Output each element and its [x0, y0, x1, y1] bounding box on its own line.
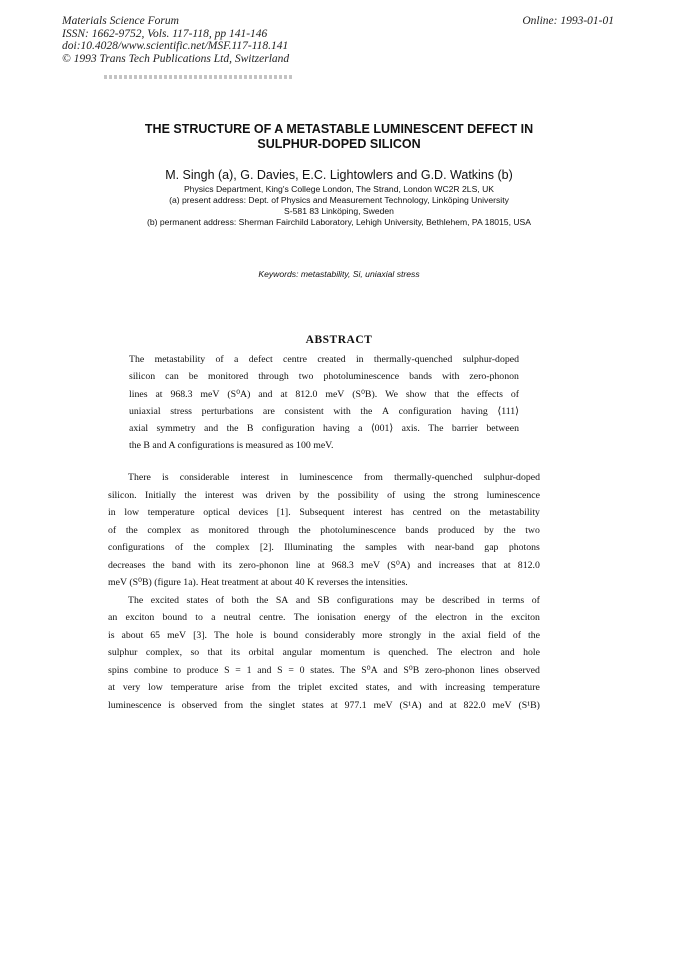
- word: Illuminating: [284, 542, 333, 553]
- keywords: Keywords: metastability, Si, uniaxial stress: [258, 269, 420, 279]
- body-line: [108, 504, 540, 522]
- title-line-2: SULPHUR-DOPED SILICON: [257, 137, 421, 151]
- word: (S⁰A): [387, 559, 411, 571]
- word: the: [468, 507, 481, 518]
- word: through: [258, 371, 289, 383]
- word: states: [186, 594, 209, 606]
- word: band: [171, 559, 191, 571]
- word: the: [360, 405, 373, 417]
- word: 968.3: [170, 388, 193, 400]
- word: meV: [360, 559, 381, 571]
- affiliations: [60, 184, 618, 228]
- word: samples: [365, 542, 397, 553]
- affiliation-line: (b) permanent address: Sherman Fairchild Laboratory, Lehigh University, Bethlehem, PA 18015, USA: [146, 217, 532, 227]
- word: the: [415, 612, 428, 623]
- word: sulphur-doped: [483, 472, 540, 483]
- word: and: [397, 682, 412, 693]
- word: centre.: [259, 612, 286, 623]
- word: to: [173, 664, 182, 676]
- word: of: [215, 594, 224, 606]
- word: decreases: [108, 559, 146, 571]
- word: a: [358, 423, 363, 435]
- word: zero-phonon: [469, 371, 519, 383]
- word: an: [108, 612, 118, 623]
- word: near-band: [434, 542, 474, 553]
- word: The: [128, 594, 144, 606]
- word: 812.0: [517, 559, 540, 571]
- word: having: [323, 423, 350, 435]
- abstract-line: [129, 386, 519, 403]
- word: be: [188, 371, 198, 383]
- word: the: [528, 629, 540, 641]
- word: exciton: [125, 612, 155, 623]
- word: symmetry: [156, 423, 196, 435]
- affiliation-line: Physics Department, King's College London, The Strand, London WC2R 2LS, UK: [183, 184, 495, 194]
- word: the: [442, 629, 455, 641]
- word: energy: [364, 612, 391, 623]
- word: triplet: [298, 682, 322, 693]
- word: and: [257, 664, 272, 676]
- word: states,: [365, 682, 390, 693]
- word: The: [213, 629, 230, 641]
- word: of: [398, 612, 407, 623]
- word: 0: [299, 664, 305, 676]
- word: at: [317, 559, 325, 571]
- body-line: [108, 679, 540, 697]
- word: meV: [200, 388, 220, 400]
- word: ⟨001⟩: [370, 423, 394, 435]
- word: terms: [502, 594, 525, 606]
- author-list: M. Singh (a), G. Davies, E.C. Lightowlers and G.D. Watkins (b): [165, 168, 513, 182]
- word: and: [417, 559, 432, 571]
- word: both: [231, 594, 249, 606]
- word: lines: [480, 664, 499, 676]
- body-line: [108, 662, 540, 680]
- word: (S¹B): [518, 699, 540, 711]
- word: is: [168, 699, 175, 711]
- word: centred: [412, 507, 442, 518]
- word: configurations: [108, 542, 165, 553]
- word: of: [512, 629, 522, 641]
- word: with: [198, 559, 216, 571]
- word: complex: [147, 524, 182, 536]
- word: and: [428, 699, 443, 711]
- word: zero-phonon: [239, 559, 289, 571]
- word: the: [193, 542, 206, 553]
- word: zero-phonon: [425, 664, 475, 676]
- word: the: [490, 612, 503, 623]
- word: gap: [484, 542, 499, 553]
- word: increasing: [444, 682, 486, 693]
- word: considerable: [179, 472, 230, 483]
- word: at: [449, 699, 457, 711]
- word: very: [122, 682, 141, 693]
- word: of: [174, 542, 184, 553]
- word: from: [363, 472, 383, 483]
- word: in: [475, 612, 483, 623]
- word: at: [503, 559, 511, 571]
- word: and: [383, 664, 398, 676]
- word: the: [256, 594, 269, 606]
- word: the: [342, 542, 355, 553]
- word: silicon: [129, 371, 156, 383]
- word: at: [108, 682, 116, 693]
- word: 812.0: [295, 388, 318, 400]
- word: meV: [373, 699, 393, 711]
- word: =: [235, 664, 241, 676]
- word: is: [260, 629, 267, 641]
- word: the: [433, 489, 446, 501]
- journal-name: Materials Science Forum: [62, 15, 179, 27]
- word: line: [295, 559, 311, 571]
- word: The: [129, 354, 145, 365]
- word: [1].: [276, 507, 291, 518]
- word: metastability: [154, 354, 206, 365]
- word: devices: [238, 507, 269, 518]
- word: in: [428, 629, 436, 641]
- affiliation-line: (a) present address: Dept. of Physics and Measurement Technology, Linköping University: [169, 195, 509, 205]
- word: and: [204, 423, 219, 435]
- body-line: [108, 487, 540, 505]
- word: luminescence: [486, 489, 540, 501]
- word: considerably: [305, 629, 356, 641]
- word: S⁰B: [403, 664, 420, 676]
- word: states.: [310, 664, 335, 676]
- word: silicon.: [108, 489, 137, 501]
- word: a: [211, 612, 216, 623]
- word: be: [425, 594, 435, 606]
- word: The: [428, 423, 444, 435]
- body-line: [108, 644, 540, 662]
- paper-title: [100, 122, 578, 152]
- word: produce: [186, 664, 219, 676]
- word: SB: [317, 594, 330, 606]
- word: states: [301, 699, 324, 711]
- word: There: [128, 472, 151, 483]
- word: The: [340, 664, 356, 676]
- word: two: [525, 524, 540, 536]
- word: more: [362, 629, 383, 641]
- abstract-line: [129, 403, 519, 420]
- word: using: [403, 489, 425, 501]
- word: axis.: [401, 423, 420, 435]
- body-line: meV (S⁰B) (figure 1a). Heat treatment at about 40 K reverses the intensities.: [108, 577, 408, 588]
- word: [2].: [259, 542, 274, 553]
- word: configuration: [398, 405, 452, 417]
- word: driven: [265, 489, 291, 501]
- word: stress: [170, 405, 192, 417]
- word: bands: [409, 371, 432, 383]
- word: created: [317, 354, 346, 365]
- word: electron: [460, 647, 493, 658]
- word: and: [500, 647, 515, 658]
- word: 1: [246, 664, 252, 676]
- word: of: [215, 354, 224, 365]
- word: temperature: [147, 507, 195, 518]
- word: are: [262, 405, 275, 417]
- word: through: [258, 524, 290, 536]
- word: with: [441, 371, 460, 383]
- word: 822.0: [463, 699, 486, 711]
- word: field: [487, 629, 506, 641]
- word: barrier: [451, 423, 478, 435]
- copyright-line: © 1993 Trans Tech Publications Ltd, Switzerland: [62, 52, 290, 65]
- scan-artifact: [104, 75, 294, 79]
- word: metastability: [489, 507, 540, 518]
- word: about: [121, 629, 144, 641]
- word: that: [481, 559, 497, 571]
- word: thermally-quenched: [373, 354, 453, 365]
- word: uniaxial: [129, 405, 161, 417]
- word: and: [258, 388, 273, 400]
- word: (S⁰A): [227, 388, 251, 400]
- body-line: [108, 522, 540, 540]
- word: with: [407, 542, 425, 553]
- word: is: [162, 472, 169, 483]
- word: luminescence: [108, 699, 162, 711]
- word: The: [293, 612, 309, 623]
- word: electron: [435, 612, 467, 623]
- word: S: [224, 664, 230, 676]
- word: strong: [453, 489, 479, 501]
- word: of: [387, 489, 396, 501]
- word: temperature: [493, 682, 540, 693]
- word: show: [405, 388, 427, 400]
- word: at: [330, 699, 338, 711]
- word: the: [249, 699, 262, 711]
- word: Initially: [145, 489, 177, 501]
- word: in: [108, 507, 116, 518]
- word: ⟨111⟩: [497, 405, 519, 417]
- body-line: [108, 592, 540, 610]
- word: is: [108, 629, 115, 641]
- word: low: [148, 682, 163, 693]
- word: ionisation: [317, 612, 356, 623]
- word: excited: [329, 682, 358, 693]
- body-text: [108, 469, 540, 714]
- word: in: [280, 472, 289, 483]
- body-line: [108, 539, 540, 557]
- word: The: [436, 647, 453, 658]
- word: sulphur: [108, 647, 138, 658]
- word: combine: [133, 664, 168, 676]
- word: A: [381, 405, 390, 417]
- word: (S⁰B).: [352, 388, 378, 400]
- word: in: [487, 594, 495, 606]
- word: the: [278, 682, 291, 693]
- word: and: [295, 594, 311, 606]
- word: complex: [215, 542, 250, 553]
- word: the: [317, 489, 330, 501]
- word: momentum: [320, 647, 365, 658]
- title-line-1: THE STRUCTURE OF A METASTABLE LUMINESCENT DEFECT IN: [144, 122, 534, 136]
- word: consistent: [284, 405, 324, 417]
- word: having: [461, 405, 488, 417]
- word: meV: [167, 629, 187, 641]
- word: bound: [273, 629, 299, 641]
- body-line: [108, 609, 540, 627]
- word: [3].: [193, 629, 207, 641]
- word: by: [484, 524, 494, 536]
- word: so: [190, 647, 200, 658]
- word: the: [226, 423, 239, 435]
- word: meV: [325, 388, 345, 400]
- word: observed: [181, 699, 218, 711]
- word: B: [246, 423, 254, 435]
- issn-line: ISSN: 1662-9752, Vols. 117-118, pp 141-146: [62, 27, 268, 40]
- word: the: [457, 388, 470, 400]
- word: perturbations: [201, 405, 254, 417]
- word: hole: [236, 629, 254, 641]
- abstract-text: [129, 351, 519, 455]
- word: sulphur-doped: [462, 354, 519, 365]
- word: from: [224, 699, 244, 711]
- doi-line[interactable]: doi:10.4028/www.scientific.net/MSF.117-118.141: [62, 40, 289, 52]
- word: bands: [405, 524, 429, 536]
- word: (S¹A): [399, 699, 422, 711]
- word: photons: [508, 542, 540, 553]
- word: described: [442, 594, 480, 606]
- abstract-line: [129, 368, 519, 385]
- word: that: [434, 388, 450, 400]
- word: temperature: [170, 682, 218, 693]
- word: the: [184, 489, 197, 501]
- word: photoluminescence: [323, 371, 400, 383]
- word: to: [195, 612, 203, 623]
- affiliation-line: S-581 83 Linköping, Sweden: [284, 206, 394, 216]
- word: produced: [438, 524, 475, 536]
- word: with: [333, 405, 351, 417]
- word: 65: [150, 629, 161, 641]
- word: singlet: [268, 699, 295, 711]
- abstract-heading: ABSTRACT: [305, 334, 373, 346]
- word: excited: [150, 594, 180, 606]
- word: SA: [275, 594, 289, 606]
- word: arise: [225, 682, 244, 693]
- body-line: [108, 627, 540, 645]
- word: of: [108, 524, 117, 536]
- word: between: [486, 423, 519, 435]
- body-line: [108, 557, 540, 575]
- word: the: [152, 559, 165, 571]
- word: as: [190, 524, 199, 536]
- abstract-line: [129, 420, 519, 437]
- word: S: [277, 664, 283, 676]
- word: Subsequent: [299, 507, 345, 518]
- word: angular: [282, 647, 312, 658]
- word: interest: [240, 472, 270, 483]
- word: hole: [523, 647, 540, 658]
- body-line: [108, 469, 540, 487]
- word: S⁰A: [361, 664, 378, 676]
- word: thermally-quenched: [394, 472, 473, 483]
- word: configuration: [261, 423, 315, 435]
- word: monitored: [208, 524, 249, 536]
- word: exciton: [511, 612, 540, 623]
- word: a: [234, 354, 239, 365]
- word: We: [385, 388, 398, 400]
- word: by: [299, 489, 310, 501]
- word: neutral: [223, 612, 251, 623]
- word: of: [531, 594, 540, 606]
- word: two: [298, 371, 314, 383]
- word: centre: [283, 354, 307, 365]
- word: effects: [476, 388, 503, 400]
- word: 977.1: [344, 699, 367, 711]
- word: on: [450, 507, 460, 518]
- word: that: [207, 647, 223, 658]
- word: with: [419, 682, 438, 693]
- word: defect: [248, 354, 273, 365]
- word: interest: [353, 507, 383, 518]
- word: strongly: [389, 629, 422, 641]
- word: configurations: [337, 594, 394, 606]
- word: from: [251, 682, 271, 693]
- word: photoluminescence: [320, 524, 396, 536]
- word: axial: [129, 423, 149, 435]
- word: orbital: [248, 647, 275, 658]
- word: low: [124, 507, 140, 518]
- word: the: [125, 524, 138, 536]
- word: has: [390, 507, 404, 518]
- word: 968.3: [331, 559, 354, 571]
- word: optical: [203, 507, 230, 518]
- word: bound: [162, 612, 188, 623]
- word: its: [230, 647, 241, 658]
- word: =: [288, 664, 294, 676]
- word: axial: [461, 629, 481, 641]
- word: was: [242, 489, 258, 501]
- word: lines: [129, 388, 148, 400]
- word: the: [503, 524, 516, 536]
- word: may: [401, 594, 418, 606]
- word: complex,: [145, 647, 183, 658]
- word: interest: [204, 489, 234, 501]
- word: spins: [108, 664, 129, 676]
- word: possibility: [337, 489, 379, 501]
- word: its: [222, 559, 232, 571]
- word: at: [280, 388, 288, 400]
- word: luminescence: [299, 472, 353, 483]
- word: observed: [504, 664, 540, 676]
- abstract-line: the B and A configurations is measured as 100 meV.: [129, 440, 334, 452]
- online-date: Online: 1993-01-01: [522, 15, 614, 27]
- abstract-line: [129, 351, 519, 368]
- word: quenched.: [388, 647, 429, 658]
- word: of: [510, 388, 519, 400]
- word: in: [355, 354, 364, 365]
- body-line: [108, 697, 540, 715]
- word: the: [298, 524, 311, 536]
- word: meV: [492, 699, 512, 711]
- word: increases: [438, 559, 475, 571]
- word: at: [155, 388, 163, 400]
- word: monitored: [207, 371, 249, 383]
- journal-header: [62, 15, 289, 65]
- word: is: [373, 647, 380, 658]
- word: can: [165, 371, 179, 383]
